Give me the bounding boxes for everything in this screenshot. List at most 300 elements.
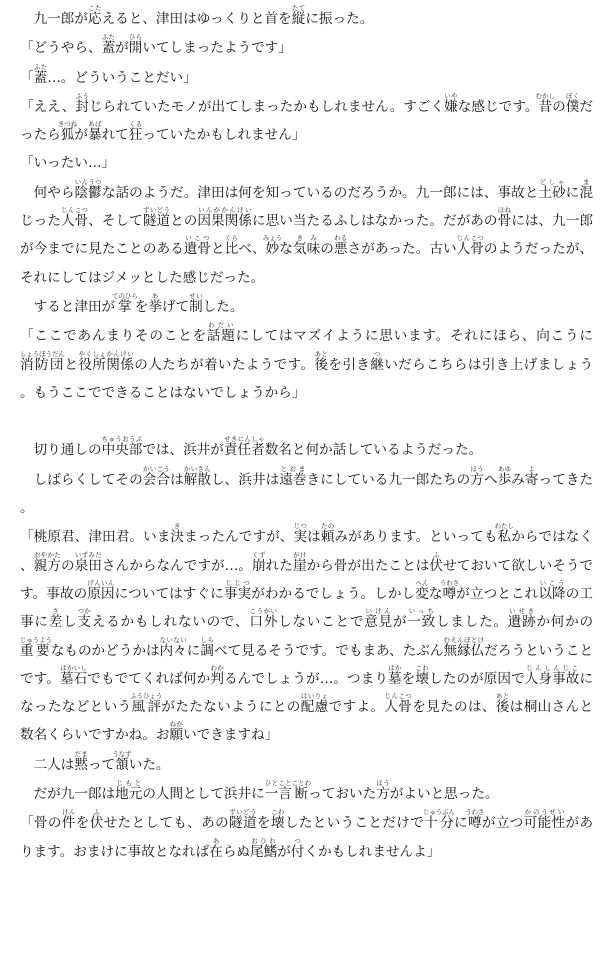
ruby-base: 伏 <box>89 815 104 832</box>
ruby-annotated-word <box>210 663 224 687</box>
text-run: せたとしても、あの <box>103 815 230 832</box>
ruby-base: 尾鰭 <box>250 843 278 860</box>
ruby-annotated-word <box>229 808 257 832</box>
ruby-annotated-word <box>415 663 430 687</box>
ruby-base: 人身事故 <box>524 670 580 687</box>
ruby-annotated-word <box>523 808 566 832</box>
ruby-annotated-word <box>249 607 279 631</box>
text-run: べて見るそうです。でもまあ、たぶん <box>213 642 444 659</box>
furigana: ちゅうおうぶ <box>101 435 143 444</box>
furigana: いや <box>444 91 458 100</box>
furigana: こわ <box>415 663 429 672</box>
ruby-annotated-word <box>407 607 436 631</box>
ruby-base: 壊 <box>270 815 285 832</box>
text-run: の <box>320 241 334 258</box>
furigana: さ <box>48 607 63 616</box>
text-run: きにしている九一郎たちの <box>306 471 471 488</box>
paragraph <box>20 149 593 177</box>
text-run: に <box>186 642 201 659</box>
ruby-annotated-word <box>470 464 484 488</box>
text-run: ですよ。 <box>328 699 385 716</box>
ruby-annotated-word <box>465 808 485 832</box>
text-run: には、九一郎が今までに見たことのある <box>20 213 594 258</box>
ruby-base: 頼 <box>320 529 335 546</box>
paragraph <box>20 92 593 150</box>
ruby-base: 人骨 <box>456 241 484 258</box>
text-run: 「ええ、 <box>20 98 76 115</box>
text-run: の <box>552 98 566 115</box>
furigana: わか <box>210 663 224 672</box>
ruby-base: 断 <box>291 786 312 803</box>
furigana: いんがかんけい <box>197 206 252 215</box>
furigana: ふうひょう <box>130 692 163 701</box>
text-run: がわかるでしょう。しかし <box>251 585 416 602</box>
furigana: わたし <box>494 522 514 531</box>
furigana: せきにんしゃ <box>223 435 265 444</box>
ruby-base: 一言 <box>264 786 292 803</box>
furigana: みょう <box>262 234 283 243</box>
paragraph <box>20 33 593 62</box>
ruby-annotated-word <box>224 234 239 258</box>
furigana: いこつ <box>183 234 211 243</box>
ruby-base: 意見 <box>364 614 393 631</box>
text-run: と <box>211 241 225 258</box>
ruby-annotated-word <box>148 291 162 315</box>
text-run: みがあります。といっても <box>334 529 498 546</box>
ruby-annotated-word <box>292 550 307 574</box>
text-run: 「桃原君、津田君。いま <box>20 529 171 546</box>
ruby-annotated-word <box>59 663 88 687</box>
furigana: はかいし <box>59 663 88 672</box>
ruby-annotated-word <box>183 234 212 258</box>
ruby-base: 風評 <box>130 699 163 716</box>
ruby-base: 無縁仏 <box>443 642 485 659</box>
ruby-base: 開 <box>128 40 143 57</box>
text-run: 九一郎が <box>33 11 88 27</box>
ruby-annotated-word <box>209 836 223 860</box>
text-run: 、そして <box>88 213 143 230</box>
furigana: きみ <box>292 234 321 243</box>
ruby-annotated-word <box>262 234 283 258</box>
ruby-base: 歩 <box>497 471 512 488</box>
furigana: ぼく <box>565 91 580 100</box>
furigana: じつ <box>293 522 308 531</box>
ruby-annotated-word <box>48 607 64 631</box>
ruby-base: 事実 <box>223 585 252 602</box>
ruby-base: 墓石 <box>59 670 88 687</box>
paragraph <box>20 750 593 779</box>
text-run: じった <box>20 213 61 230</box>
ruby-base: 蓋 <box>33 69 48 86</box>
furigana: かんけい <box>106 349 134 358</box>
ruby-annotated-word <box>159 635 187 659</box>
ruby-base: 悪 <box>333 241 348 258</box>
ruby-base: 支 <box>77 614 92 631</box>
ruby-base: 遺跡 <box>507 614 537 631</box>
ruby-annotated-word <box>87 4 102 27</box>
text-run: しばらくしてその <box>33 471 143 488</box>
furigana: わる <box>333 234 348 243</box>
furigana: うわさ <box>439 578 459 587</box>
ruby-base: 土砂 <box>538 184 566 201</box>
text-run: っていたかもしれません」 <box>142 127 306 144</box>
ruby-annotated-word <box>20 635 52 659</box>
text-run: にしてはマズイように思います。それにほら、向こうに <box>235 328 594 345</box>
furigana: こうがい <box>249 607 278 616</box>
text-run: み <box>511 471 525 488</box>
text-run: なものかどうかは <box>50 642 160 659</box>
text-run: 二人は <box>33 756 75 773</box>
text-run: らぬ <box>222 843 251 860</box>
furigana: じんこつ <box>384 692 412 701</box>
ruby-annotated-word <box>443 635 485 659</box>
ruby-annotated-word <box>524 464 539 488</box>
furigana: こた <box>87 4 102 12</box>
text-run: がよいと思った。 <box>389 786 499 803</box>
text-run: しないことで <box>278 614 365 631</box>
furigana: かいごう <box>142 464 170 473</box>
text-run: は桐山さんと数名くらいですかね。お <box>20 699 594 744</box>
ruby-base: 寄 <box>524 471 539 488</box>
ruby-base: 黙 <box>74 756 88 773</box>
ruby-annotated-word <box>142 464 171 488</box>
ruby-annotated-word <box>170 522 185 546</box>
furigana: だま <box>74 749 88 758</box>
ruby-base: 付 <box>290 843 305 860</box>
ruby-annotated-word <box>290 836 305 860</box>
furigana: たて <box>291 4 306 12</box>
ruby-base: 役所 <box>78 356 107 373</box>
text-run: まったんですが、 <box>184 529 294 546</box>
ruby-annotated-word <box>538 177 566 201</box>
ruby-base: 配慮 <box>300 699 329 716</box>
furigana: けん <box>61 808 76 817</box>
ruby-annotated-word <box>197 206 252 230</box>
ruby-base: 噂 <box>465 815 485 832</box>
paragraph <box>20 435 593 464</box>
furigana: うわさ <box>465 808 485 817</box>
ruby-annotated-word <box>579 177 594 201</box>
ruby-base: 後 <box>314 356 329 373</box>
text-run: があります。おまけに事故となれば <box>20 815 594 860</box>
ruby-annotated-word <box>60 206 89 230</box>
text-run: 切り通しの <box>33 442 102 459</box>
furigana: ま <box>579 177 594 186</box>
furigana: つ <box>290 836 305 845</box>
text-run: 「いったい…」 <box>20 155 116 172</box>
text-run: さんからなんですが…。 <box>101 557 252 574</box>
text-run: な <box>279 241 293 258</box>
ruby-annotated-word <box>314 349 329 373</box>
text-run: がたたないようにとの <box>161 699 301 716</box>
ruby-annotated-word <box>320 522 335 546</box>
ruby-base: 重要 <box>20 642 52 659</box>
text-run: じられていたモノが出てしまったかもしれません。すごく <box>89 98 445 115</box>
ruby-annotated-word <box>74 177 102 201</box>
paragraph <box>20 522 593 749</box>
furigana: きつね <box>58 120 78 129</box>
text-run: を見たのは、 <box>412 699 496 716</box>
ruby-annotated-word <box>497 464 512 488</box>
ruby-annotated-word <box>200 635 214 659</box>
furigana: がけ <box>292 550 307 559</box>
ruby-base: 関係 <box>106 356 135 373</box>
ruby-annotated-word <box>128 120 143 144</box>
text-run: から骨が出たことは <box>306 557 430 574</box>
furigana: ひとこと <box>264 779 292 788</box>
furigana: き <box>170 522 185 531</box>
ruby-base: 継 <box>370 356 385 373</box>
furigana: うなず <box>112 749 132 758</box>
furigana: ないない <box>159 635 187 644</box>
text-run: 「骨の <box>20 815 62 832</box>
text-run: したということだけで <box>284 815 425 832</box>
ruby-base: 口外 <box>249 614 279 631</box>
text-run: と <box>64 356 79 373</box>
furigana: とおま <box>279 464 307 473</box>
text-run: るんでしょうが…。つまり <box>224 670 389 687</box>
ruby-annotated-word <box>112 291 138 315</box>
text-run: れた <box>265 557 293 574</box>
ruby-base: 親方 <box>33 557 61 574</box>
text-run: だったら <box>20 98 594 144</box>
furigana: かいさん <box>183 464 211 473</box>
text-run: か何かの <box>536 614 594 631</box>
furigana: おひれ <box>250 836 278 845</box>
furigana: ねが <box>169 720 184 729</box>
ruby-base: 遺骨 <box>183 241 212 258</box>
furigana: ふ <box>429 550 444 559</box>
text-run: し、浜井は <box>211 471 280 488</box>
text-run: だろうということです。 <box>20 642 594 687</box>
ruby-base: 件 <box>61 815 76 832</box>
ruby-annotated-word <box>370 349 385 373</box>
ruby-annotated-word <box>270 808 285 832</box>
ruby-base: 調 <box>200 642 214 659</box>
paragraph <box>20 808 593 866</box>
text-run: げて <box>161 298 190 315</box>
text-run: のようだったが、それにしてはジメッとした感じだった。 <box>20 241 594 286</box>
text-run: な感じです。 <box>457 98 539 115</box>
furigana: いんうつ <box>74 177 102 186</box>
text-run: いできますね」 <box>183 727 279 744</box>
ruby-base: 決 <box>170 529 185 546</box>
ruby-base: 崩 <box>252 557 266 574</box>
furigana: いずみだ <box>74 550 102 559</box>
ruby-base: 隧道 <box>229 815 257 832</box>
furigana: つか <box>77 607 92 616</box>
ruby-base: 変 <box>415 585 429 602</box>
ruby-annotated-word <box>415 578 429 602</box>
blank-line <box>20 407 593 435</box>
ruby-annotated-word <box>74 749 88 773</box>
text-run: は <box>170 471 184 488</box>
ruby-base: 遠巻 <box>279 471 307 488</box>
text-run: えると、津田はゆっくりと首を <box>101 11 292 27</box>
paragraph <box>20 779 593 808</box>
text-run: いてしまったようです」 <box>142 40 292 57</box>
furigana: ずいどう <box>229 808 257 817</box>
text-run: へ <box>483 471 498 488</box>
furigana: はいりょ <box>300 692 329 701</box>
ruby-base: 一致 <box>407 614 436 631</box>
text-run: 数名と何か話しているようだった。 <box>264 442 483 459</box>
text-run: の人間として浜井に <box>142 786 265 803</box>
furigana: じんしんじこ <box>524 663 580 672</box>
furigana: じんこつ <box>60 206 89 215</box>
text-run: でもでてくれば何か <box>87 670 211 687</box>
furigana: くら <box>224 234 239 243</box>
ruby-annotated-word <box>422 808 455 832</box>
text-run: の <box>60 557 75 574</box>
text-run: ってきた。 <box>20 471 594 517</box>
ruby-base: 泉田 <box>74 557 102 574</box>
ruby-base: 僕 <box>565 98 580 115</box>
text-run: の人たちが着いたようです。 <box>134 356 315 373</box>
ruby-base: 判 <box>210 670 224 687</box>
paragraph <box>20 292 593 321</box>
text-run: すると津田が <box>33 298 116 315</box>
ruby-base: 会合 <box>142 471 171 488</box>
ruby-annotated-word <box>130 692 163 716</box>
ruby-annotated-word <box>384 692 413 716</box>
ruby-base: 私 <box>494 529 514 546</box>
text-run: との <box>170 213 198 230</box>
ruby-base: 噂 <box>439 585 459 602</box>
ruby-base: 隧道 <box>142 213 171 230</box>
ruby-annotated-word <box>77 607 92 631</box>
ruby-base: 方 <box>470 471 484 488</box>
furigana: ひら <box>128 33 143 42</box>
text-run: し <box>63 614 78 631</box>
text-run: が <box>277 843 291 860</box>
ruby-base: 封 <box>75 98 89 115</box>
ruby-base: 地元 <box>115 786 143 803</box>
furigana: ことわ <box>291 779 312 788</box>
ruby-base: 縦 <box>291 11 306 27</box>
furigana: どしゃ <box>538 177 566 186</box>
furigana: はか <box>388 663 402 672</box>
ruby-base: 制 <box>189 298 203 315</box>
furigana: いこう <box>538 578 566 587</box>
ruby-annotated-word <box>106 349 135 373</box>
furigana: しら <box>200 635 214 644</box>
text-run: いた。 <box>128 756 170 773</box>
furigana: くず <box>252 550 266 559</box>
ruby-base: 骨 <box>497 213 512 230</box>
furigana: じもと <box>115 779 143 788</box>
ruby-base: 原因 <box>87 585 115 602</box>
ruby-base: 後 <box>495 699 510 716</box>
furigana: あ <box>148 291 162 300</box>
ruby-annotated-word <box>388 663 402 687</box>
text-run: したのが原因で <box>429 670 525 687</box>
text-run: は <box>307 529 321 546</box>
ruby-annotated-word <box>169 720 184 744</box>
paragraph <box>20 63 593 92</box>
text-run: せておいて欲しいそうです。事故の <box>20 557 594 602</box>
ruby-annotated-word <box>223 578 252 602</box>
furigana: じんこつ <box>456 234 484 243</box>
furigana: ふう <box>75 91 89 100</box>
ruby-annotated-word <box>33 62 48 86</box>
text-run: に <box>565 184 580 201</box>
ruby-annotated-word <box>535 91 555 115</box>
furigana: あゆ <box>497 464 512 473</box>
text-run: が <box>392 614 408 631</box>
ruby-annotated-word <box>87 578 115 602</box>
furigana: むえんぼとけ <box>443 635 485 644</box>
text-run: っておいた <box>308 786 377 803</box>
ruby-annotated-word <box>20 349 65 373</box>
ruby-annotated-word <box>206 321 236 345</box>
ruby-annotated-word <box>291 4 306 27</box>
text-run: 「 <box>20 69 34 86</box>
ruby-annotated-word <box>142 206 171 230</box>
text-run: れて <box>101 127 129 144</box>
ruby-annotated-word <box>429 550 444 574</box>
ruby-base: 以降 <box>538 585 566 602</box>
furigana: じゅうぶん <box>422 808 455 817</box>
furigana: いけん <box>364 607 393 616</box>
furigana: くる <box>128 120 143 129</box>
ruby-base: 壊 <box>415 670 430 687</box>
ruby-base: 狐 <box>58 127 78 144</box>
furigana: ふた <box>101 33 116 42</box>
text-run: 何やら <box>33 184 75 201</box>
ruby-annotated-word <box>87 120 102 144</box>
ruby-annotated-word <box>444 91 458 115</box>
text-run: だが九一郎は <box>33 786 116 803</box>
text-run: くかもしれませんよ」 <box>304 843 441 860</box>
ruby-annotated-word <box>264 779 292 803</box>
furigana: かのうせい <box>523 808 566 817</box>
text-run: になったなどという <box>20 670 594 716</box>
ruby-annotated-word <box>292 234 321 258</box>
ruby-base: 消防団 <box>20 356 65 373</box>
ruby-annotated-word <box>61 808 76 832</box>
ruby-annotated-word <box>494 522 514 546</box>
ruby-annotated-word <box>112 749 132 773</box>
ruby-base: 頷 <box>112 756 132 773</box>
furigana: こわ <box>270 808 285 817</box>
ruby-base: 陰鬱 <box>74 184 102 201</box>
text-run: しました。 <box>435 614 508 631</box>
ruby-annotated-word <box>189 291 203 315</box>
ruby-base: 妙 <box>262 241 283 258</box>
ruby-annotated-word <box>376 779 390 803</box>
ruby-annotated-word <box>524 663 580 687</box>
text-run: した。 <box>202 298 244 315</box>
ruby-base: 中央部 <box>101 442 143 459</box>
ruby-base: 方 <box>376 786 390 803</box>
paragraph <box>20 465 593 523</box>
ruby-annotated-word <box>78 349 107 373</box>
ruby-annotated-word <box>183 464 212 488</box>
text-run: えるかもしれないので、 <box>91 614 250 631</box>
paragraph <box>20 4 593 33</box>
furigana: げんいん <box>87 578 115 587</box>
ruby-annotated-word <box>74 550 102 574</box>
furigana: ふ <box>89 808 104 817</box>
text-run: では、浜井が <box>142 442 224 459</box>
text-run: を <box>401 670 416 687</box>
ruby-annotated-word <box>115 779 143 803</box>
furigana: ずいどう <box>142 206 171 215</box>
text-run: を <box>75 815 90 832</box>
text-run: が立つとこれ <box>456 585 539 602</box>
furigana: ほう <box>376 779 390 788</box>
